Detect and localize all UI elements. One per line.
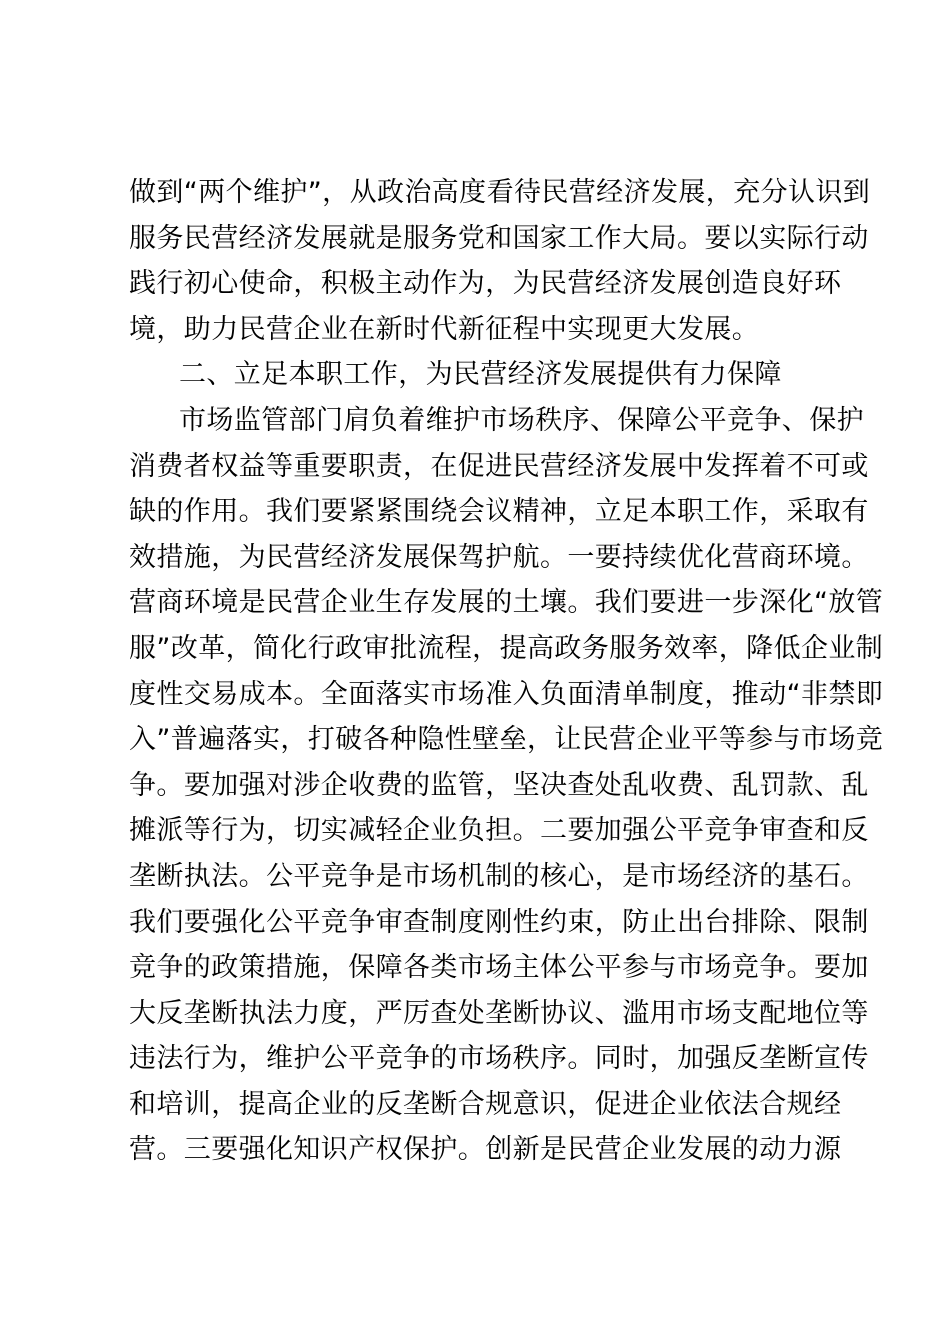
text-line: 入”普遍落实，打破各种隐性壁垒，让民营企业平等参与市场竞 [129,724,884,756]
text-line: 消费者权益等重要职责，在促进民营经济发展中发挥着不可或 [129,450,869,482]
text-line: 营商环境是民营企业生存发展的土壤。我们要进一步深化“放管 [129,587,884,619]
text-line: 服”改革，简化行政审批流程，提高政务服务效率，降低企业制 [129,632,884,664]
text-line: 营。三要强化知识产权保护。创新是民营企业发展的动力源 [129,1134,842,1166]
text-line: 大反垄断执法力度，严厉查处垄断协议、滥用市场支配地位等 [129,997,869,1029]
text-line: 垄断执法。公平竞争是市场机制的核心，是市场经济的基石。 [129,860,869,892]
text-line: 违法行为，维护公平竞争的市场秩序。同时，加强反垄断宣传 [129,1043,869,1075]
text-line: 度性交易成本。全面落实市场准入负面清单制度，推动“非禁即 [129,678,884,710]
body-text [129,170,884,1173]
text-line: 服务民营经济发展就是服务党和国家工作大局。要以实际行动 [129,222,869,254]
text-line: 市场监管部门肩负着维护市场秩序、保障公平竞争、保护 [179,404,864,436]
section-heading: 二、立足本职工作，为民营经济发展提供有力保障 [179,359,782,391]
text-line: 做到“两个维护”，从政治高度看待民营经济发展，充分认识到 [129,177,871,208]
text-line: 缺的作用。我们要紧紧围绕会议精神，立足本职工作，采取有 [129,496,869,528]
text-line: 和培训，提高企业的反垄断合规意识，促进企业依法合规经 [129,1088,842,1120]
text-line: 我们要强化公平竞争审查制度刚性约束，防止出台排除、限制 [129,906,869,938]
text-line: 竞争的政策措施，保障各类市场主体公平参与市场竞争。要加 [129,952,869,984]
text-line: 境，助力民营企业在新时代新征程中实现更大发展。 [129,313,760,345]
text-line: 效措施，为民营经济发展保驾护航。一要持续优化营商环境。 [129,541,869,573]
text-line: 摊派等行为，切实减轻企业负担。二要加强公平竞争审查和反 [129,815,869,847]
text-line: 争。要加强对涉企收费的监管，坚决查处乱收费、乱罚款、乱 [129,769,869,801]
text-line: 践行初心使命，积极主动作为，为民营经济发展创造良好环 [129,268,842,300]
